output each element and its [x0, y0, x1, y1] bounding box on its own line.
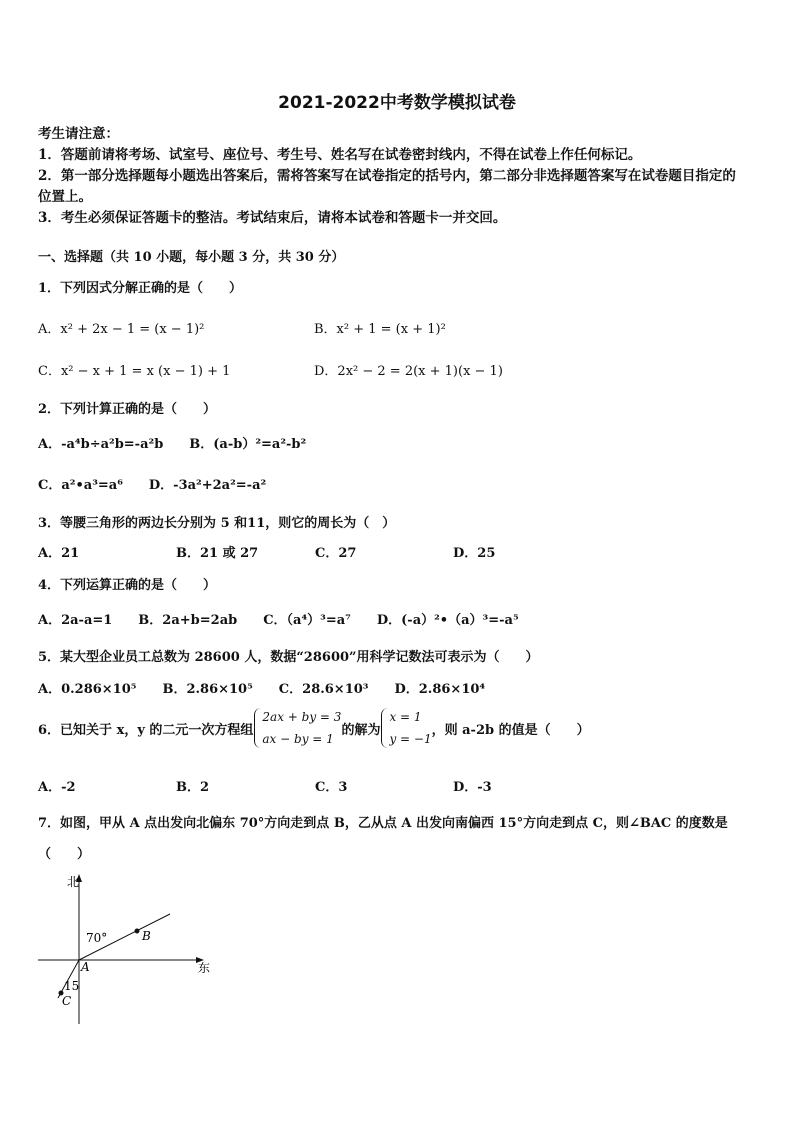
q2-stem: 2．下列计算正确的是（ ）	[38, 402, 217, 417]
q2-options-ab: A．-a⁴b÷a²b=-a²b B．(a-b）²=a²-b²	[38, 437, 307, 452]
q6-suffix: ，则 a-2b 的值是（ ）	[431, 722, 590, 738]
q6-equation-system	[253, 706, 341, 750]
q6-prefix: 6．已知关于 x，y 的二元一次方程组	[38, 722, 254, 738]
section-heading: 一、选择题（共 10 小题，每小题 3 分，共 30 分）	[38, 250, 345, 265]
q6-solution-x: x = 1	[389, 710, 422, 724]
north-label: 北	[67, 875, 80, 889]
east-label: 东	[198, 961, 211, 975]
angle-15-label: 15	[64, 979, 80, 993]
direction-figure	[30, 866, 230, 1031]
q1-option-c: C．x² − x + 1 = x (x − 1) + 1	[38, 364, 231, 379]
q6-option-c: C．3	[315, 780, 348, 795]
page-title: 2021-2022中考数学模拟试卷	[278, 93, 516, 113]
q6-equation-2: ax − by = 1	[262, 732, 334, 746]
notice-item-3: 3．考生必须保证答题卡的整洁。考试结束后，请将本试卷和答题卡一并交回。	[38, 210, 507, 226]
q6-stem	[38, 706, 590, 750]
point-a-label: A	[81, 960, 90, 974]
point-c-label: C	[62, 994, 72, 1008]
q6-option-d: D．-3	[453, 780, 492, 795]
q1-option-b: B．x² + 1 = (x + 1)²	[314, 322, 446, 337]
q7-paren: （ ）	[38, 847, 91, 862]
notice-item-2: 2．第一部分选择题每小题选出答案后，需将答案写在试卷指定的括号内，第二部分非选择题答案写在试卷题目指定的	[38, 168, 736, 184]
q1-stem: 1．下列因式分解正确的是（ ）	[38, 281, 243, 296]
q3-stem: 3．等腰三角形的两边长分别为 5 和11，则它的周长为（ ）	[38, 516, 396, 531]
q6-middle: 的解为	[341, 722, 381, 738]
notice-item-1: 1．答题前请将考场、试室号、座位号、考生号、姓名写在试卷密封线内，不得在试卷上作任何标记。	[38, 147, 642, 163]
q1-option-a: A．x² + 2x − 1 = (x − 1)²	[38, 322, 205, 337]
q3-option-a: A．21	[38, 546, 80, 561]
q3-option-c: C．27	[315, 546, 357, 561]
q4-stem: 4．下列运算正确的是（ ）	[38, 578, 217, 593]
q5-options: A．0.286×10⁵ B．2.86×10⁵ C．28.6×10³ D．2.86×10⁴	[38, 682, 486, 697]
q6-solution-system	[380, 706, 431, 750]
q3-option-d: D．25	[453, 546, 496, 561]
q3-option-b: B．21 或 27	[176, 546, 259, 561]
q6-option-a: A．-2	[38, 780, 76, 795]
q7-stem: 7．如图，甲从 A 点出发向北偏东 70°方向走到点 B，乙从点 A 出发向南偏西 15°方向走到点 C，则∠BAC 的度数是	[38, 816, 728, 831]
q4-options: A．2a-a=1 B．2a+b=2ab C．（a⁴）³=a⁷ D．(-a）²•（a）³=-a⁵	[38, 613, 519, 628]
notice-heading: 考生请注意：	[38, 126, 119, 142]
q6-solution-y: y = −1	[389, 732, 432, 746]
point-b-label: B	[142, 929, 151, 943]
point-b	[135, 929, 140, 934]
q5-stem: 5．某大型企业员工总数为 28600 人，数据“28600”用科学记数法可表示为（ ）	[38, 650, 539, 665]
q1-option-d: D．2x² − 2 = 2(x + 1)(x − 1)	[314, 364, 503, 379]
notice-item-2-cont: 位置上。	[38, 189, 92, 205]
angle-70-label: 70°	[86, 931, 108, 945]
q2-options-cd: C．a²•a³=a⁶ D．-3a²+2a²=-a²	[38, 478, 267, 493]
q6-option-b: B．2	[176, 780, 210, 795]
q6-equation-1: 2ax + by = 3	[262, 710, 342, 724]
